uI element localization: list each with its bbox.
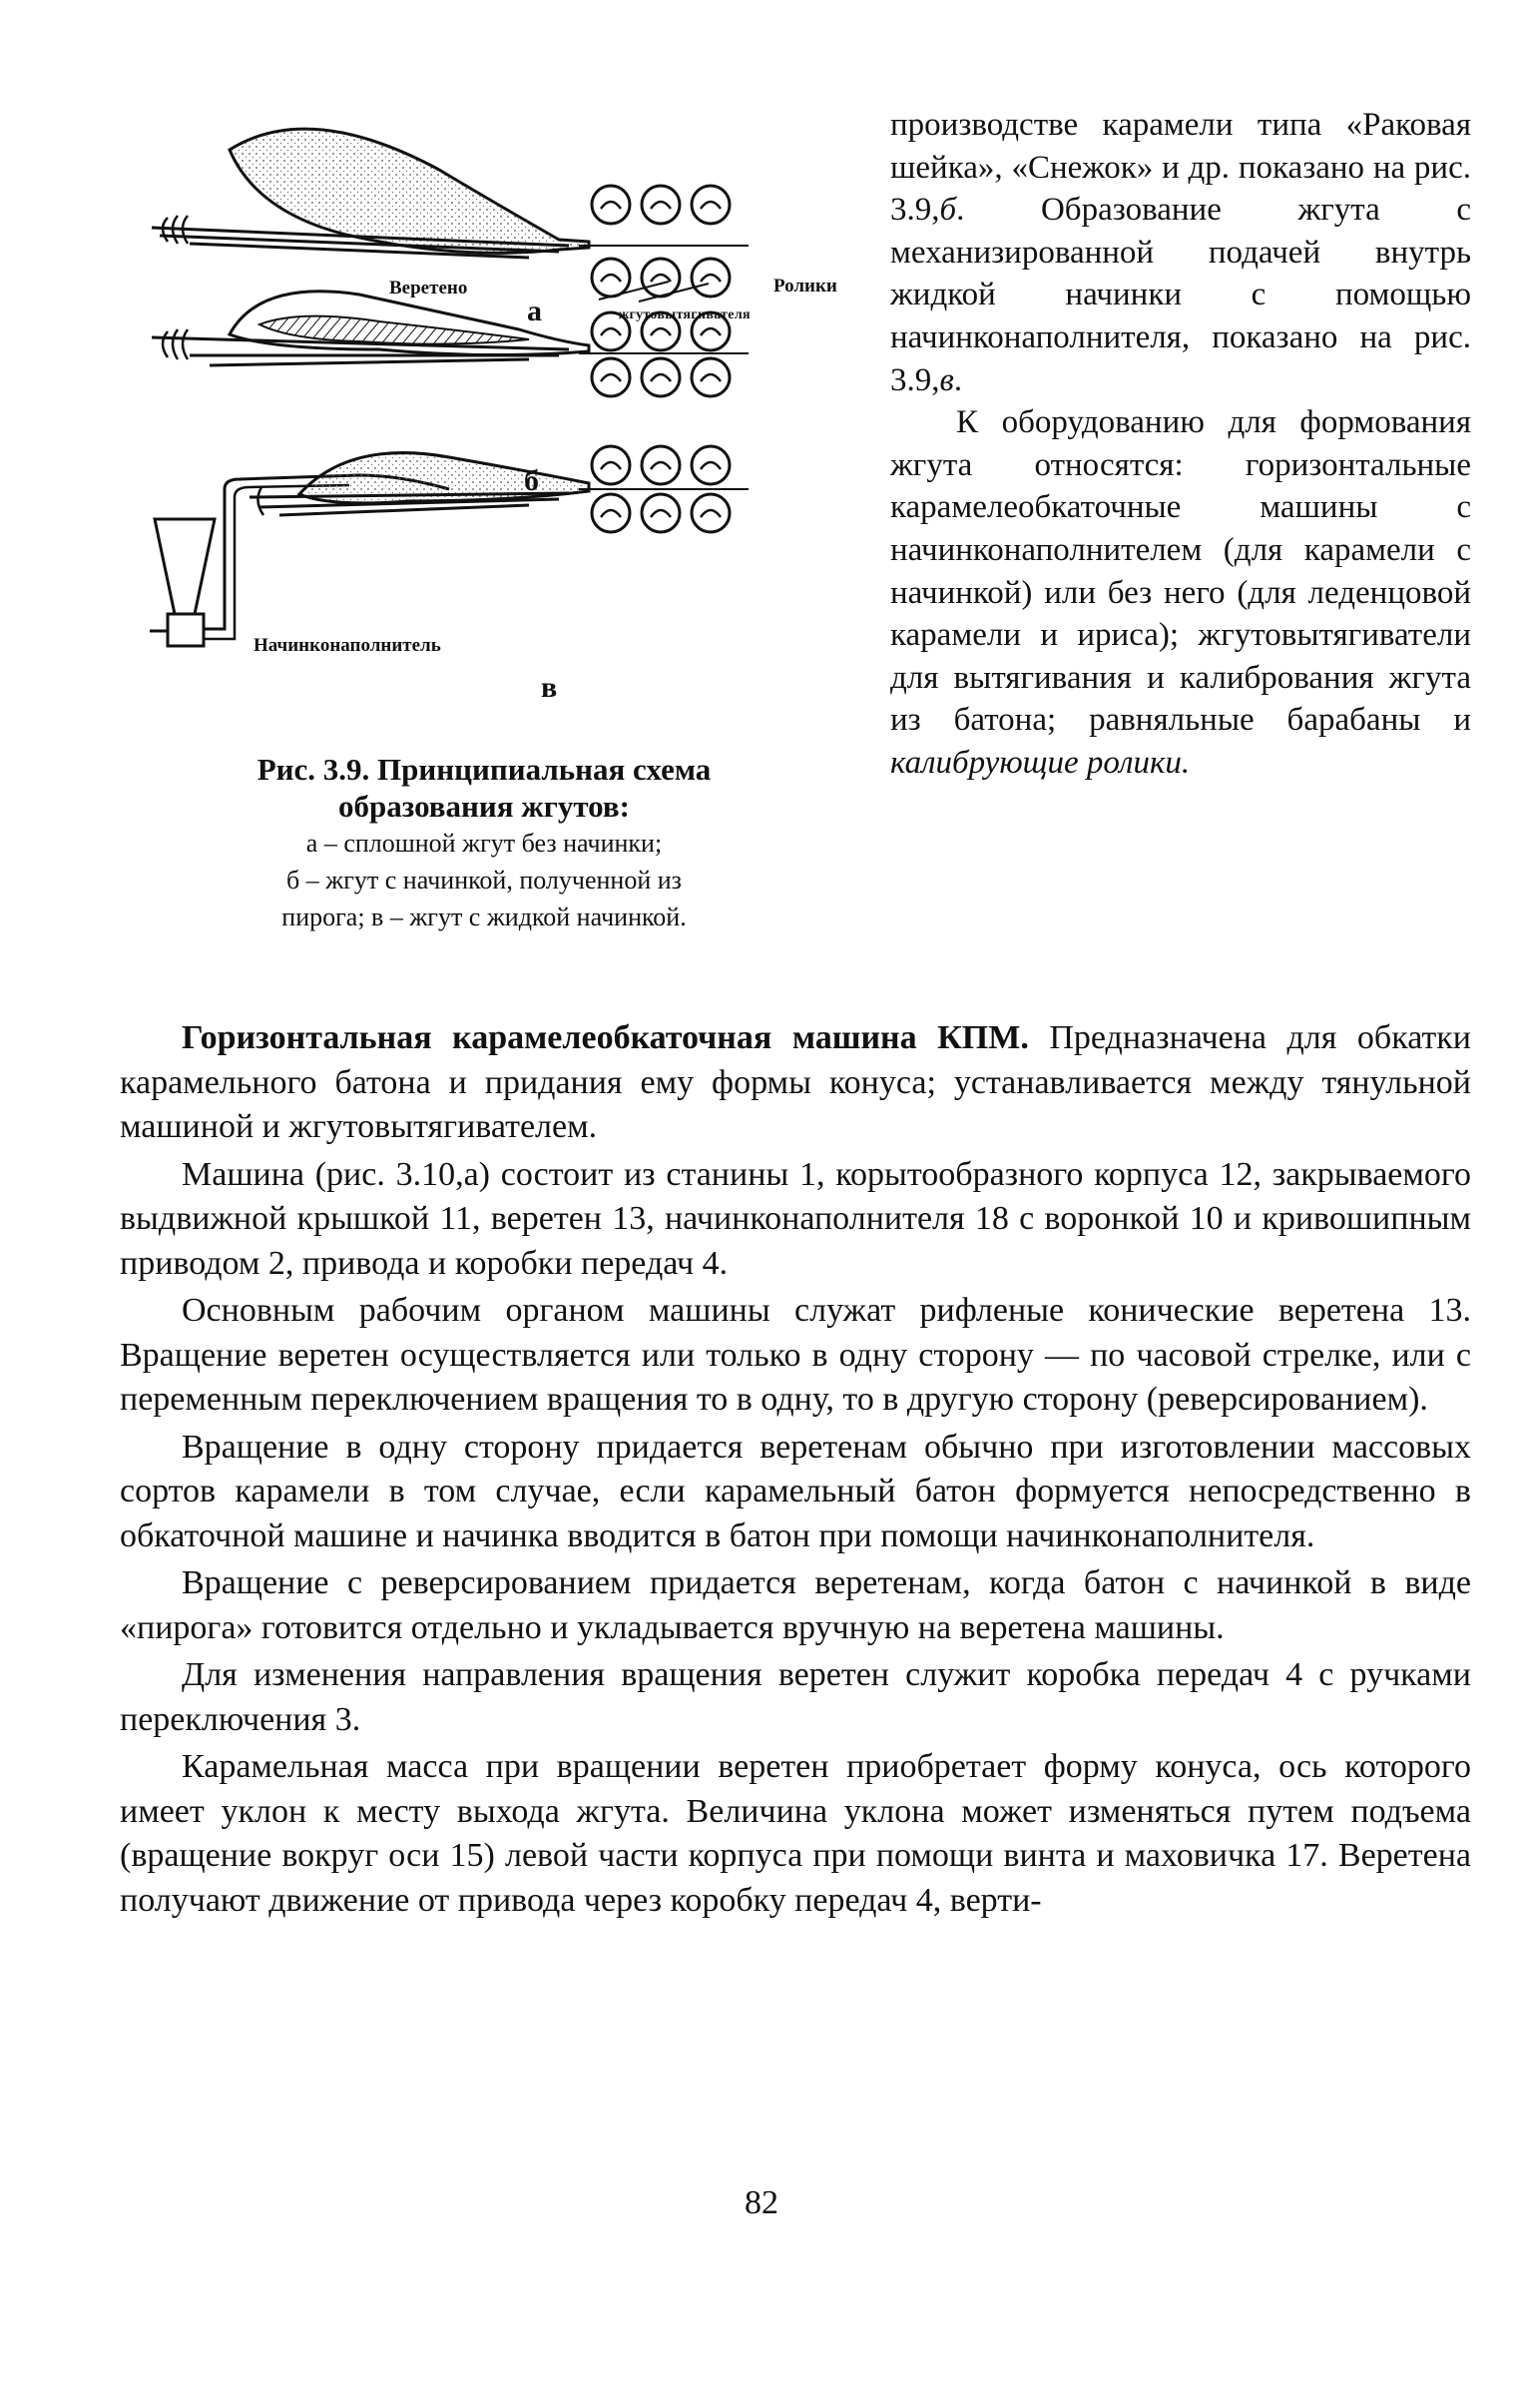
rollers-v-top [592,446,730,484]
page-number: 82 [745,2184,778,2221]
label-a: а [527,295,542,327]
figure-caption [155,751,813,935]
rollers-v-bottom [592,494,730,532]
rollers-b-bottom [592,358,730,396]
caption-title-2: образования жгутов: [338,789,630,824]
filler-hopper [150,519,215,646]
caption-item-v: пирога; в – жгут с жидкой начинкой. [281,903,687,931]
paragraph-kpm-heading: Горизонтальная карамелеобкаточная машина КПМ. Предназначена для обкатки карамельного батона и придания ему формы конуса; устанавливается между тянульной машиной и жгутовытягивателем. [120,1019,1472,1145]
paragraph-equipment: К оборудованию для формования жгута относятся: горизонтальные карамелеобкаточные машины с начинконаполнителем (для карамели с начинкой) или без него (для леденцовой карамели и ириса); жгутовытягиватели для вытягивания и калибрования жгута из батона; равняльные барабаны и калибрующие ролики. [890,404,1471,781]
caption-title-1: Рис. 3.9. Принципиальная схема [256,752,712,787]
paragraph-one-direction: Вращение в одну сторону придается веретенам обычно при изготовлении массовых сортов карамели в том случае, если карамельный батон формуется непосредственно в обкаточной машине и начинка вводится в батон при помощи начинконаполнителя. [120,1428,1471,1554]
section-heading: Горизонтальная карамелеобкаточная машина КПМ. [182,1019,1029,1056]
right-column-text [890,104,1471,785]
label-v: в [541,671,558,704]
paragraph-machine-parts: Машина (рис. 3.10,а) состоит из станины 1, корытообразного корпуса 12, закрываемого выдвижной крышкой 11, веретен 13, начинконаполнителя 18 с воронкой 10 и кривошипным приводом 2, привода и коробки передач 4. [120,1155,1471,1282]
figure-3-9 [150,110,888,749]
rollers-a-top [592,186,730,224]
diagram-v-liquid-filling [150,446,749,646]
label-filler: Начинконаполнитель [254,635,441,656]
caption-item-b: б – жгут с начинкой, полученной из [286,866,682,895]
paragraph-figure-reference: производстве карамели типа «Раковая шейка», «Снежок» и др. показано на рис. 3.9,б. Образование жгута с механизированной подачей внутрь жидкой начинки с помощью начинконаполнителя, показано на рис. 3.9,в. [890,107,1471,398]
label-spindle: Веретено [389,278,468,299]
label-rollers-1: Ролики [773,276,837,297]
label-b: б [524,464,539,497]
rollers-a-bottom [592,259,730,297]
paragraph-gearbox: Для изменения направления вращения веретен служит коробка передач 4 с ручками переключения 3. [120,1656,1471,1738]
paragraph-reverse: Вращение с реверсированием придается веретенам, когда батон с начинкой в виде «пирога» готовится отдельно и укладывается вручную на веретена машины. [120,1564,1471,1646]
diagram-a-solid-strand [152,129,749,301]
paragraph-spindles: Основным рабочим органом машины служат рифленые конические веретена 13. Вращение веретен осуществляется или только в одну сторону — по часовой стрелке, или с переменным переключением вращения то в одну, то в другую сторону (реверсированием). [120,1292,1471,1418]
paragraph-cone: Карамельная масса при вращении веретен приобретает форму конуса, ось которого имеет уклон к месту выхода жгута. Величина уклона может изменяться путем подъема (вращение вокруг оси 15) левой части корпуса при помощи винта и маховичка 17. Веретена получают движение от привода через коробку передач 4, верти- [120,1748,1471,1919]
main-text [120,1016,1471,1926]
label-rollers-2: жгутовытягивателя [619,307,751,322]
caption-item-a: а – сплошной жгут без начинки; [305,829,663,858]
